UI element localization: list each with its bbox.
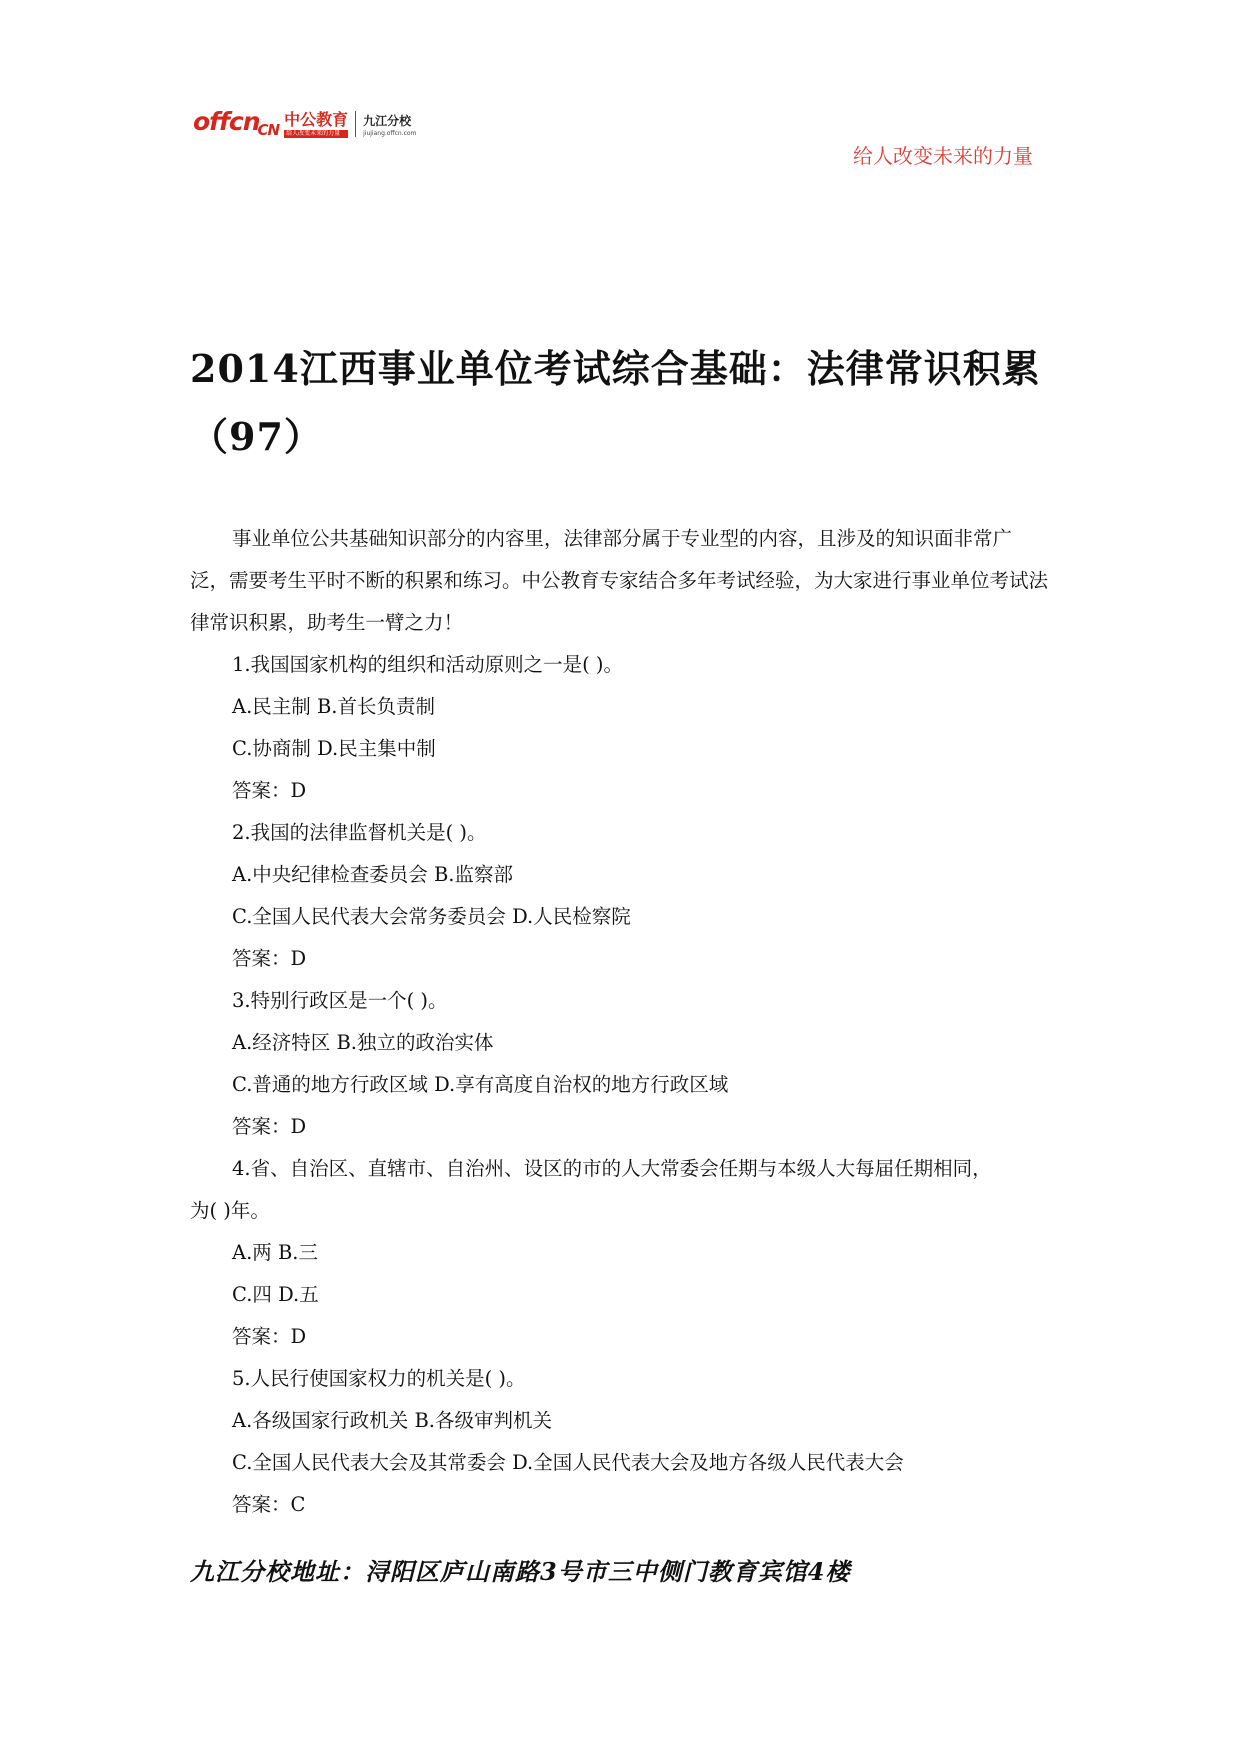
question-1-options-cd: C.协商制 D.民主集中制	[232, 737, 436, 760]
logo-mark	[193, 107, 279, 140]
question-2-options-cd: C.全国人民代表大会常务委员会 D.人民检察院	[232, 905, 631, 928]
question-3-answer: 答案：D	[232, 1115, 307, 1138]
branch-address: 九江分校地址：浔阳区庐山南路3号市三中侧门教育宾馆4楼	[190, 1557, 851, 1586]
question-3-options-cd: C.普通的地方行政区域 D.享有高度自治权的地方行政区域	[232, 1073, 729, 1096]
question-5-options-ab: A.各级国家行政机关 B.各级审判机关	[232, 1409, 553, 1432]
logo-name: 中公教育	[284, 110, 349, 129]
question-5-options-cd: C.全国人民代表大会及其常委会 D.全国人民代表大会及地方各级人民代表大会	[232, 1451, 904, 1474]
question-1-options-ab: A.民主制 B.首长负责制	[232, 695, 436, 718]
question-2-text: 2.我国的法律监督机关是( )。	[232, 821, 487, 844]
branch-name: 九江分校	[363, 114, 412, 128]
question-4-text: 4.省、自治区、直辖市、自治州、设区的市的人大常委会任期与本级人大每届任期相同，	[232, 1157, 992, 1180]
logo-mark-sub: CN	[257, 121, 280, 139]
intro-paragraph: 事业单位公共基础知识部分的内容里，法律部分属于专业型的内容，且涉及的知识面非常广泛，需要考生平时不断的积累和练习。中公教育专家结合多年考试经验，为大家进行事业单位考试法律常识积累，助考生一臂之力！	[190, 527, 1049, 634]
header-tagline: 给人改变未来的力量	[853, 144, 1033, 168]
document-body	[190, 518, 1050, 1526]
question-3-options-ab: A.经济特区 B.独立的政治实体	[232, 1031, 494, 1054]
question-1-answer: 答案：D	[232, 779, 307, 802]
question-2-answer: 答案：D	[232, 947, 307, 970]
question-5-text: 5.人民行使国家权力的机关是( )。	[232, 1367, 526, 1390]
question-4-text-continued: 为( )年。	[190, 1199, 270, 1222]
offcn-logo	[193, 98, 416, 140]
logo-mark-text: offcn	[193, 107, 260, 136]
question-3-text: 3.特别行政区是一个( )。	[232, 989, 448, 1012]
question-1-text: 1.我国国家机构的组织和活动原则之一是( )。	[232, 653, 624, 676]
question-4-answer: 答案：D	[232, 1325, 307, 1348]
question-5-answer: 答案：C	[232, 1493, 306, 1516]
document-title: 2014江西事业单位考试综合基础：法律常识积累（97）	[190, 346, 1041, 459]
branch-url: jiujiang.offcn.com	[363, 130, 417, 137]
question-4-options-cd: C.四 D.五	[232, 1283, 319, 1306]
logo-branch	[363, 113, 416, 140]
question-2-options-ab: A.中央纪律检查委员会 B.监察部	[232, 863, 514, 886]
logo-brand	[284, 110, 348, 140]
logo-slogan: 给人改变未来的力量	[284, 130, 348, 138]
logo-divider	[355, 111, 356, 137]
question-4-options-ab: A.两 B.三	[232, 1241, 319, 1264]
